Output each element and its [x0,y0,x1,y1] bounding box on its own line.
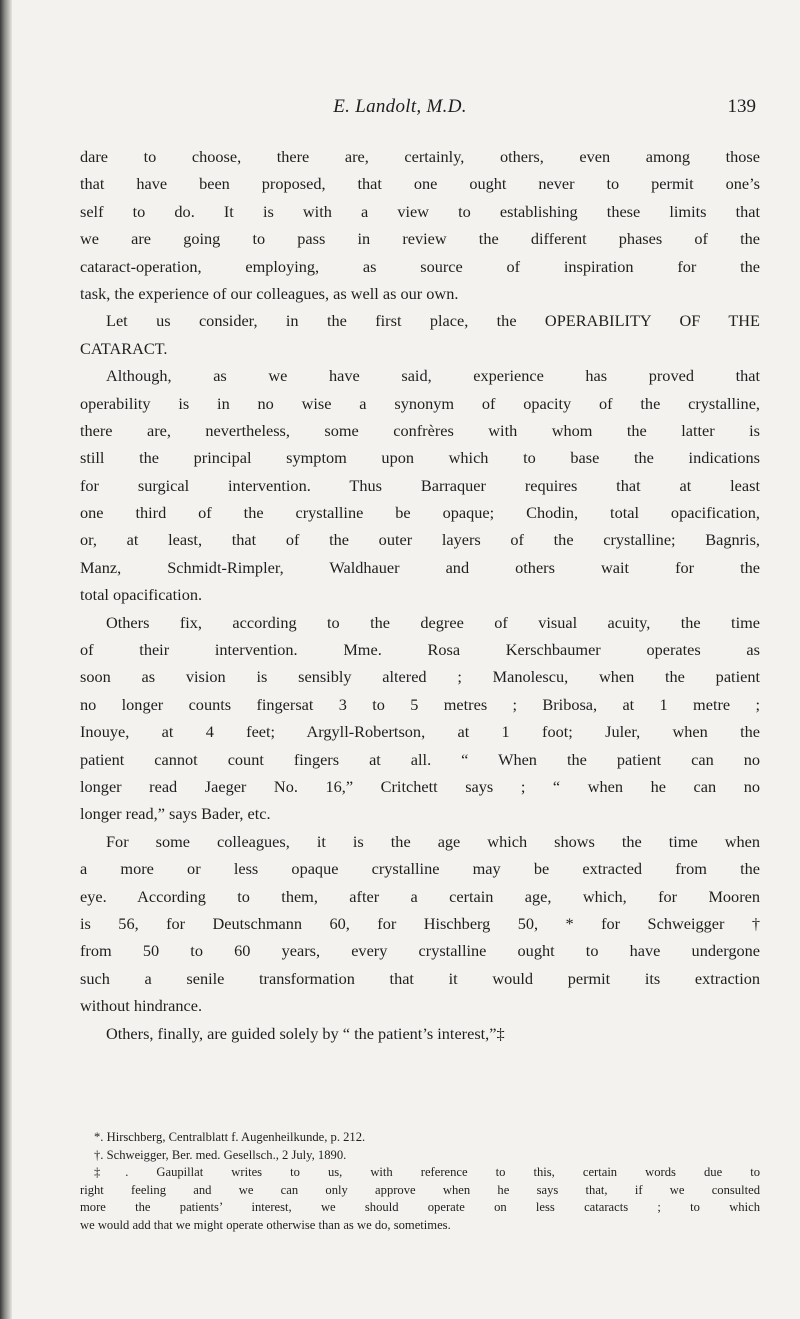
footnote-line: †. Schweigger, Ber. med. Gesellsch., 2 July, 1890. [94,1147,347,1162]
text-line: eye. According to them, after a certain age, which, for Mooren [80,886,760,906]
text-line: total opacification. [80,585,203,605]
text-line: soon as vision is sensibly altered ; Manolescu, when the patient [80,667,760,687]
text-line: For some colleagues, it is the age which shows the time when [106,831,760,851]
footnote-line: ‡. Gaupillat writes to us, with reference to this, certain words due to [94,1165,760,1180]
text-line: Let us consider, in the first place, the OPERABILITY OF THE [106,311,760,331]
text-line: or, at least, that of the outer layers of the crystalline; Bagnris, [80,530,760,550]
text-line: a more or less opaque crystalline may be extracted from the [80,859,760,879]
page-header [0,96,800,122]
text-line: without hindrance. [80,996,203,1016]
text-line: one third of the crystalline be opaque; Chodin, total opacification, [80,503,760,523]
footnote-line: *. Hirschberg, Centralblatt f. Augenheilkunde, p. 212. [94,1130,366,1144]
binding-shadow [0,0,12,1319]
text-line: Others fix, according to the degree of visual acuity, the time [106,612,760,632]
running-title: E. Landolt, M.D. [333,96,467,117]
text-line: that have been proposed, that one ought never to permit one’s [80,174,760,194]
text-line: such a senile transformation that it would permit its extraction [80,968,760,988]
body-text [80,143,760,1047]
text-line: of their intervention. Mme. Rosa Kerschbaumer operates as [80,640,760,660]
text-line: task, the experience of our colleagues, as well as our own. [80,283,459,303]
text-line: CATARACT. [80,338,168,358]
text-line: dare to choose, there are, certainly, others, even among those [80,147,760,166]
text-line: longer read,” says Bader, etc. [80,804,271,824]
page-number: 139 [727,96,756,117]
text-line: patient cannot count fingers at all. “ When the patient can no [80,749,760,769]
text-line: there are, nevertheless, some confrères with whom the latter is [80,420,760,440]
footnote-line: right feeling and we can only approve when he says that, if we consulted [80,1182,760,1197]
text-line: operability is in no wise a synonym of opacity of the crystalline, [80,393,760,413]
text-line: self to do. It is with a view to establishing these limits that [80,201,760,221]
text-line: Inouye, at 4 feet; Argyll-Robertson, at 1 foot; Juler, when the [80,722,760,742]
text-line: cataract-operation, employing, as source of inspiration for the [80,256,760,276]
text-line: we are going to pass in review the different phases of the [80,229,760,249]
text-line: still the principal symptom upon which to base the indications [80,448,760,468]
footnote-line: we would add that we might operate otherwise than as we do, sometimes. [80,1217,451,1232]
text-line: Manz, Schmidt-Rimpler, Waldhauer and others wait for the [80,557,760,577]
text-line: longer read Jaeger No. 16,” Critchett says ; “ when he can no [80,776,760,796]
text-line: for surgical intervention. Thus Barraquer requires that at least [80,475,760,495]
text-line: is 56, for Deutschmann 60, for Hischberg 50, * for Schweigger † [80,913,760,933]
footnote-line: more the patients’ interest, we should operate on less cataracts ; to which [80,1200,760,1215]
text-line: Although, as we have said, experience has proved that [106,366,760,386]
text-line: from 50 to 60 years, every crystalline ought to have undergone [80,941,760,961]
text-line: Others, finally, are guided solely by “ the patient’s interest,”‡ [106,1023,505,1043]
footnotes [80,1129,760,1235]
text-line: no longer counts fingersat 3 to 5 metres ; Bribosa, at 1 metre ; [80,694,760,714]
